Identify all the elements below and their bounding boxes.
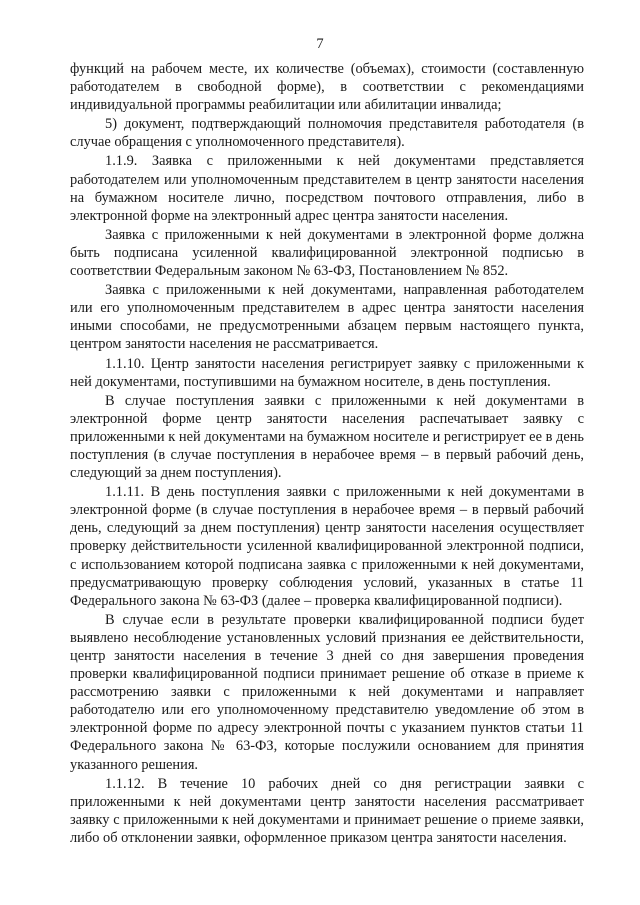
paragraph-electronic-signature-requirement: Заявка с приложенными к ней документами в электронной форме должна быть подписана усиленной квалифицированной электронной подписью в соответствии Федеральным законом № 63-ФЗ, Постановлением № 852. [70, 226, 584, 280]
paragraph-1-1-9-submission: 1.1.9. Заявка с приложенными к ней документами представляется работодателем или уполномоченным представителем в центр занятости населения на бумажном носителе лично, посредством почтового отправления, либо в электронной форме на электронный адрес центра занятости населения. [70, 153, 584, 224]
document-body [70, 60, 584, 847]
page-number: 7 [316, 36, 324, 52]
paragraph-other-methods-not-considered: Заявка с приложенными к ней документами, направленная работодателем или его уполномоченным представителем в адрес центра занятости населения иными способами, не предусмотренными абзацем первым настоящего пункта, центром занятости населения не рассматривается. [70, 282, 584, 353]
paragraph-electronic-registration: В случае поступления заявки с приложенными к ней документами в электронной форме центр занятости населения распечатывает заявку с приложенными к ней документами на бумажном носителе и регистрирует ее в день поступления (в случае поступления в нерабочее время – в первый рабочий день, следующий за днем поступления). [70, 392, 584, 482]
paragraph-item-5-representative-document: 5) документ, подтверждающий полномочия представителя работодателя (в случае обращения с уполномоченного представителя). [70, 116, 584, 151]
paragraph-1-1-11-signature-check: 1.1.11. В день поступления заявки с приложенными к ней документами в электронной форме (в случае поступления в нерабочее время – в первый рабочий день, следующий за днем поступления) центр занятости населения осуществляет проверку действительности усиленной квалифицированной электронной подписи, с использованием которой подписана заявка с приложенными к ней документами, предусматривающую проверку соблюдения условий, указанных в статье 11 Федерального закона № 63-ФЗ (далее – проверка квалифицированной подписи). [70, 484, 584, 609]
paragraph-functions-list-continuation: функций на рабочем месте, их количестве (объемах), стоимости (составленную работодателем в свободной форме), в соответствии с рекомендациями индивидуальной программы реабилитации или абилитации инвалида; [70, 61, 584, 114]
paragraph-1-1-12-review-decision: 1.1.12. В течение 10 рабочих дней со дня регистрации заявки с приложенными к ней документами центр занятости населения рассматривает заявку с приложенными к ней документами и принимает решение о приеме заявки, либо об отклонении заявки, оформленное приказом центра занятости населения. [70, 775, 584, 846]
paragraph-signature-check-failure: В случае если в результате проверки квалифицированной подписи будет выявлено несоблюдение установленных условий признания ее действительности, центр занятости населения в течение 3 дней со дня завершения проведения проверки квалифицированной подписи принимает решение об отказе в приеме к рассмотрению заявки с приложенными к ней документами и направляет работодателю или его уполномоченному представителю уведомление об этом в электронной форме по адресу электронной почты с указанием пунктов статьи 11 Федерального закона № 63-ФЗ, которые послужили основанием для принятия указанного решения. [70, 611, 584, 773]
paragraph-1-1-10-registration: 1.1.10. Центр занятости населения регистрирует заявку с приложенными к ней документами, поступившими на бумажном носителе, в день поступления. [70, 355, 584, 390]
